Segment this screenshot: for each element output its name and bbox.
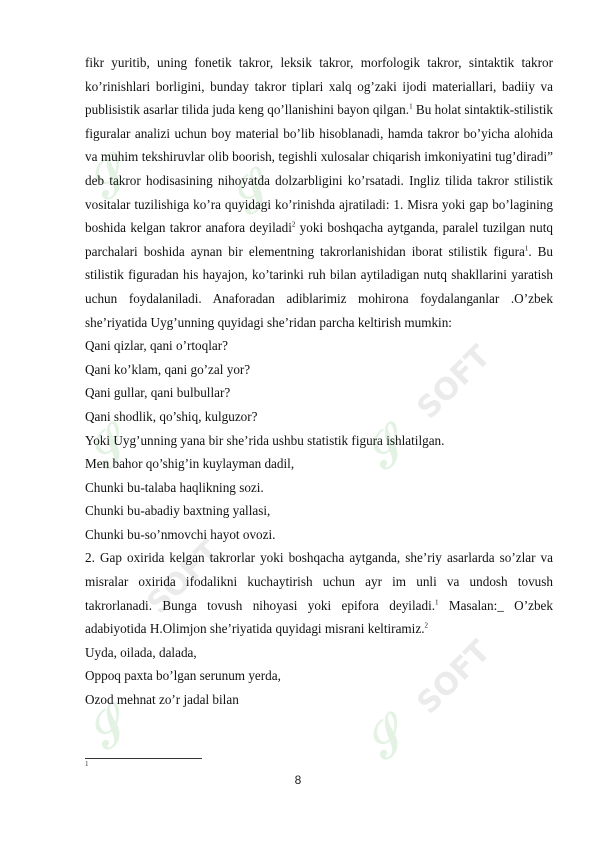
watermark-logo: 𝒮 bbox=[77, 145, 141, 209]
watermark-logo: 𝒮 bbox=[220, 160, 284, 224]
poem-line: Chunki bu-abadiy baxtning yallasi, bbox=[85, 503, 271, 519]
poem-line: Qani gullar, qani bulbullar? bbox=[85, 385, 231, 401]
paragraph: Yoki Uyg’unning yana bir she’rida ushbu statistik figura ishlatilgan. bbox=[85, 432, 445, 448]
watermark-text: SOFT bbox=[410, 338, 498, 427]
poem-line: Qani shodlik, qo’shiq, kulguzor? bbox=[85, 408, 258, 424]
poem-line: Oppoq paxta bo’lgan serunum yerda, bbox=[85, 668, 281, 684]
watermark-logo: 𝒮 bbox=[355, 705, 419, 769]
text-run: Masalan:_ O’zbek adabiyotida H.Olimjon she’riyatida quyidagi misrani keltiramiz. bbox=[85, 597, 553, 637]
page-number: 8 bbox=[294, 773, 302, 787]
text-run: 2. Gap oxirida kelgan takrorlar yoki boshqacha aytganda, she’riy asarlarda so’zlar va misralar oxirida ifodalikni kuchaytirish uchun ayr im unli va undosh tovush takrorlanadi. Bunga tovush nihoyasi yoki epifora deyiladi. bbox=[85, 550, 553, 613]
footnote-ref: 2 bbox=[291, 220, 296, 229]
poem-line: Men bahor qo’shig’in kuylayman dadil, bbox=[85, 456, 295, 472]
footnote-mark: 1 bbox=[85, 760, 89, 768]
paragraph bbox=[85, 546, 553, 640]
text-run: . Bu stilistik figuradan his hayajon, ko’tarinki ruh bilan aytiladigan nutq shakllarini yaratish uchun foydalaniladi. Anaforadan adiblarimiz mohirona foydalanganlar .O’zbek she’riyatida Uyg’unning quyidagi she’ridan parcha keltirish mumkin: bbox=[85, 243, 553, 330]
poem-line: Chunki bu-so’nmovchi hayot ovozi. bbox=[85, 526, 276, 542]
footnote-ref: 1 bbox=[409, 102, 413, 111]
watermark-text: SOFT bbox=[410, 633, 498, 722]
text-run: yoki boshqacha aytganda, paralel tuzilgan nutq parchalari boshida aynan bir elementning takrorlanishidan iborat stilistik figura bbox=[85, 220, 553, 259]
watermark-logo: 𝒮 bbox=[77, 695, 141, 759]
poem-line: Chunki bu-talaba haqlikning sozi. bbox=[85, 479, 264, 495]
poem-line: Uyda, oilada, dalada, bbox=[85, 644, 197, 660]
poem-line: Qani qizlar, qani o’rtoqlar? bbox=[85, 338, 229, 354]
watermark-logo: 𝒮 bbox=[355, 415, 419, 479]
poem-line: Ozod mehnat zo’r jadal bilan bbox=[85, 692, 239, 708]
footnote-ref: 2 bbox=[424, 621, 428, 630]
watermark-logo: 𝒮 bbox=[77, 415, 141, 479]
text-run: Bu holat sintaktik-stilistik figuralar analizi uchun boy material bo’lib hisoblanadi, hamda takror bo’yicha alohida va muhim tekshiruvlar olib boorish, tegishli xulosalar chiqarish imkoniyatini tug’diradi” deb takror hodisasining nihoyatda dolzarbligini ko’rsatadi. Ingliz tilida takror stilistik vositalar tuzilishiga ko’ra quyidagi ko’rinishda ajratiladi: 1. Misra yoki gap bo’lagining boshida kelgan takror anafora deyiladi bbox=[85, 102, 553, 236]
paragraph bbox=[85, 51, 553, 334]
poem-line: Qani ko’klam, qani go’zal yor? bbox=[85, 361, 251, 377]
footnote-separator bbox=[85, 758, 202, 759]
footnote-ref: 1 bbox=[435, 598, 439, 607]
watermark-text: SOFT bbox=[140, 533, 228, 622]
footnote-ref: 1 bbox=[524, 244, 529, 253]
text-run: fikr yuritib, uning fonetik takror, leksik takror, morfologik takror, sintaktik takror ko’rinishlari borligini, bunday takror tiplari xalq og’zaki ijodi materiallari, badiiy va publisistik asarlar tilida juda keng qo’llanishini bayon qilgan. bbox=[85, 55, 553, 118]
document-body bbox=[85, 51, 553, 712]
